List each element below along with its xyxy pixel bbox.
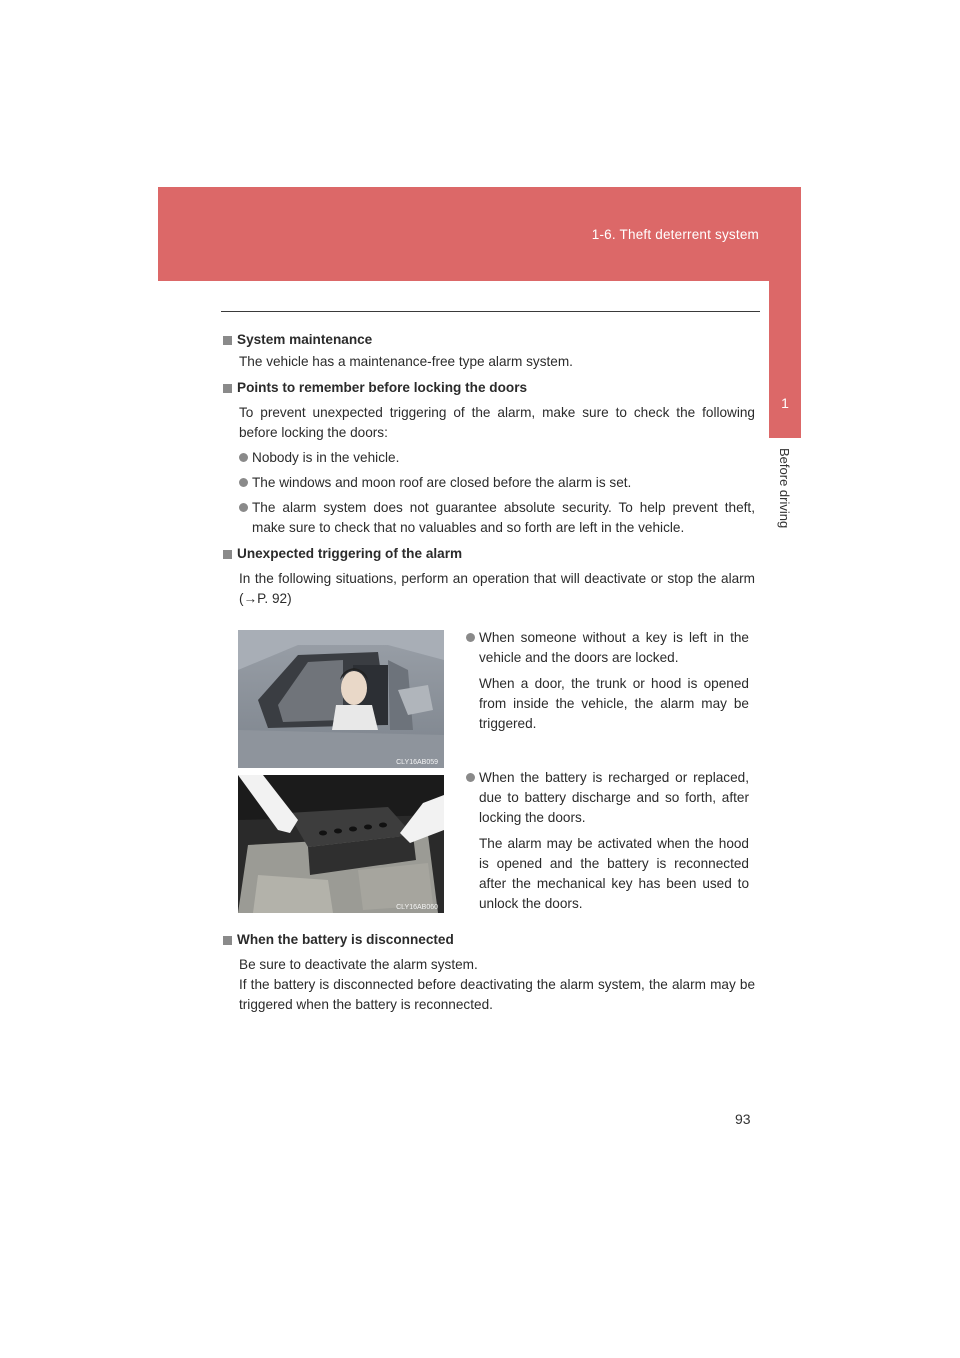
header-band <box>158 187 801 281</box>
paragraph: When a door, the trunk or hood is opened from inside the vehicle, the alarm may be triggered. <box>479 676 749 731</box>
illustration-text-1 <box>466 628 749 734</box>
image-code: CLY16AB060 <box>396 904 438 911</box>
list-item: Nobody is in the vehicle. <box>239 448 755 468</box>
heading-points-before-locking: Points to remember before locking the doors <box>223 378 755 398</box>
image-code: CLY16AB059 <box>396 759 438 766</box>
battery-illustration <box>238 775 444 913</box>
paragraph: Be sure to deactivate the alarm system. <box>239 957 478 972</box>
paragraph: The vehicle has a maintenance-free type alarm system. <box>239 354 573 369</box>
square-bullet-icon <box>223 936 232 945</box>
chapter-label: Before driving <box>777 448 792 529</box>
list-item: The alarm system does not guarantee absolute security. To help prevent theft, make sure to check that no valuables and so forth are left in the vehicle. <box>239 498 755 538</box>
square-bullet-icon <box>223 550 232 559</box>
round-bullet-icon <box>239 503 248 512</box>
paragraph: In the following situations, perform an operation that will deactivate or stop the alarm (→P. 92) <box>239 571 755 606</box>
car-interior-illustration <box>238 630 444 768</box>
round-bullet-icon <box>466 633 475 642</box>
heading-battery-disconnected: When the battery is disconnected <box>223 930 755 950</box>
paragraph: To prevent unexpected triggering of the alarm, make sure to check the following before locking the doors: <box>239 405 755 440</box>
square-bullet-icon <box>223 384 232 393</box>
chapter-tab <box>769 280 801 438</box>
list-item: The windows and moon roof are closed before the alarm is set. <box>239 473 755 493</box>
heading-system-maintenance: System maintenance <box>223 330 755 350</box>
list-item: When the battery is recharged or replaced, due to battery discharge and so forth, after locking the doors. <box>466 768 749 828</box>
heading-unexpected-triggering: Unexpected triggering of the alarm <box>223 544 755 564</box>
page-number: 93 <box>735 1111 751 1127</box>
round-bullet-icon <box>239 478 248 487</box>
list-item: When someone without a key is left in the vehicle and the doors are locked. <box>466 628 749 668</box>
square-bullet-icon <box>223 336 232 345</box>
header-rule <box>221 311 760 312</box>
paragraph: The alarm may be activated when the hood is opened and the battery is reconnected after the mechanical key has been used to unlock the doors. <box>479 836 749 911</box>
battery-disconnected-section <box>223 930 755 1015</box>
section-title: 1-6. Theft deterrent system <box>591 227 759 242</box>
illustration-text-2 <box>466 768 749 914</box>
round-bullet-icon <box>466 773 475 782</box>
paragraph: If the battery is disconnected before deactivating the alarm system, the alarm may be triggered when the battery is reconnected. <box>239 977 755 1012</box>
round-bullet-icon <box>239 453 248 462</box>
main-content <box>223 330 755 609</box>
chapter-number: 1 <box>781 395 789 411</box>
chapter-label-container <box>770 448 800 588</box>
